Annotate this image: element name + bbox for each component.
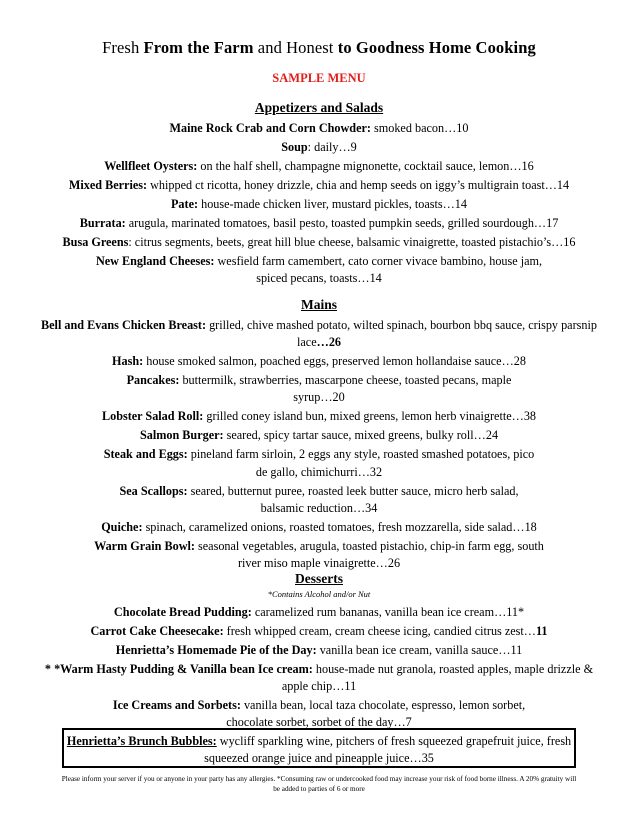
menu-item: Quiche: spinach, caramelized onions, roasted tomatoes, fresh mozzarella, side salad…18 xyxy=(101,519,537,534)
menu-item: Soup: daily…9 xyxy=(281,140,357,154)
brunch-bubbles-desc: wycliff sparkling wine, pitchers of fresh squeezed grapefruit juice, fresh squeezed orange juice and pineapple juice…35 xyxy=(204,734,572,765)
menu-item: Lobster Salad Roll: grilled coney island bun, mixed greens, lemon herb vinaigrette…38 xyxy=(101,409,537,424)
desserts-section xyxy=(0,571,638,733)
menu-item: New England Cheeses: wesfield farm camembert, cato corner vivace bambino, house jam, spiced pecans, toasts…14 xyxy=(95,254,543,286)
menu-item: Steak and Eggs: pineland farm sirloin, 2 eggs any style, roasted smashed potatoes, pico de gallo, chimichurri…32 xyxy=(103,447,535,479)
brunch-bubbles-box xyxy=(62,728,576,768)
mains-section xyxy=(0,297,638,574)
menu-title xyxy=(0,38,638,58)
menu-item: Sea Scallops: seared, butternut puree, roasted leek butter sauce, micro herb salad, balsamic reduction…34 xyxy=(119,483,519,515)
menu-item: Wellfleet Oysters: on the half shell, champagne mignonette, cocktail sauce, lemon…16 xyxy=(104,159,534,173)
menu-item: Ice Creams and Sorbets: vanilla bean, local taza chocolate, espresso, lemon sorbet, chocolate sorbet, sorbet of the day…7 xyxy=(112,698,526,730)
menu-item: Carrot Cake Cheesecake: fresh whipped cream, cream cheese icing, candied citrus zest…11 xyxy=(90,624,548,638)
menu-item: Burrata: arugula, marinated tomatoes, basil pesto, toasted pumpkin seeds, grilled sourdough…17 xyxy=(79,216,559,230)
menu-item: Henrietta’s Homemade Pie of the Day: vanilla bean ice cream, vanilla sauce…11 xyxy=(115,643,523,657)
allergen-note: *Contains Alcohol and/or Nut xyxy=(267,589,371,599)
desserts-heading: Desserts xyxy=(295,571,343,586)
appetizers-section xyxy=(0,100,638,289)
appetizers-heading: Appetizers and Salads xyxy=(254,100,384,115)
menu-item: Mixed Berries: whipped ct ricotta, honey drizzle, chia and hemp seeds on iggy’s multigrain toast…14 xyxy=(68,178,570,192)
menu-item: Chocolate Bread Pudding: caramelized rum bananas, vanilla bean ice cream…11* xyxy=(113,605,525,619)
title-goodness: to Goodness Home Cooking xyxy=(337,38,536,57)
title-fresh: Fresh xyxy=(102,38,144,57)
menu-item: * *Warm Hasty Pudding & Vanilla bean Ice cream: house-made nut granola, roasted apples, maple drizzle & apple chip…11 xyxy=(44,662,594,694)
title-farm: From the Farm xyxy=(143,38,254,57)
mains-heading: Mains xyxy=(300,297,337,312)
menu-item: Pate: house-made chicken liver, mustard pickles, toasts…14 xyxy=(170,197,467,211)
menu-item: Maine Rock Crab and Corn Chowder: smoked bacon…10 xyxy=(169,121,469,135)
menu-item: Salmon Burger: seared, spicy tartar sauce, mixed greens, bulky roll…24 xyxy=(139,428,499,443)
brunch-bubbles-name: Henrietta’s Brunch Bubbles: xyxy=(66,734,217,748)
allergy-footer: Please inform your server if you or anyone in your party has any allergies. *Consuming raw or undercooked food may increase your risk of food borne illness. A 20% gratuity will be added to parties of 6 or more xyxy=(61,775,577,793)
menu-item: Busa Greens: citrus segments, beets, great hill blue cheese, balsamic vinaigrette, toasted pistachio’s…16 xyxy=(62,235,576,249)
title-honest: and Honest xyxy=(253,38,338,57)
sample-menu-label: SAMPLE MENU xyxy=(272,71,366,85)
menu-item: Warm Grain Bowl: seasonal vegetables, arugula, toasted pistachio, chip-in farm egg, south river miso maple vinaigrette…26 xyxy=(94,538,544,571)
menu-item: Pancakes: buttermilk, strawberries, mascarpone cheese, toasted pecans, maple syrup…20 xyxy=(126,373,512,405)
menu-item: Hash: house smoked salmon, poached eggs, preserved lemon hollandaise sauce…28 xyxy=(112,354,526,369)
menu-item: Bell and Evans Chicken Breast: grilled, chive mashed potato, wilted spinach, bourbon bbq sauce, crispy parsnip lace…26 xyxy=(41,318,597,350)
